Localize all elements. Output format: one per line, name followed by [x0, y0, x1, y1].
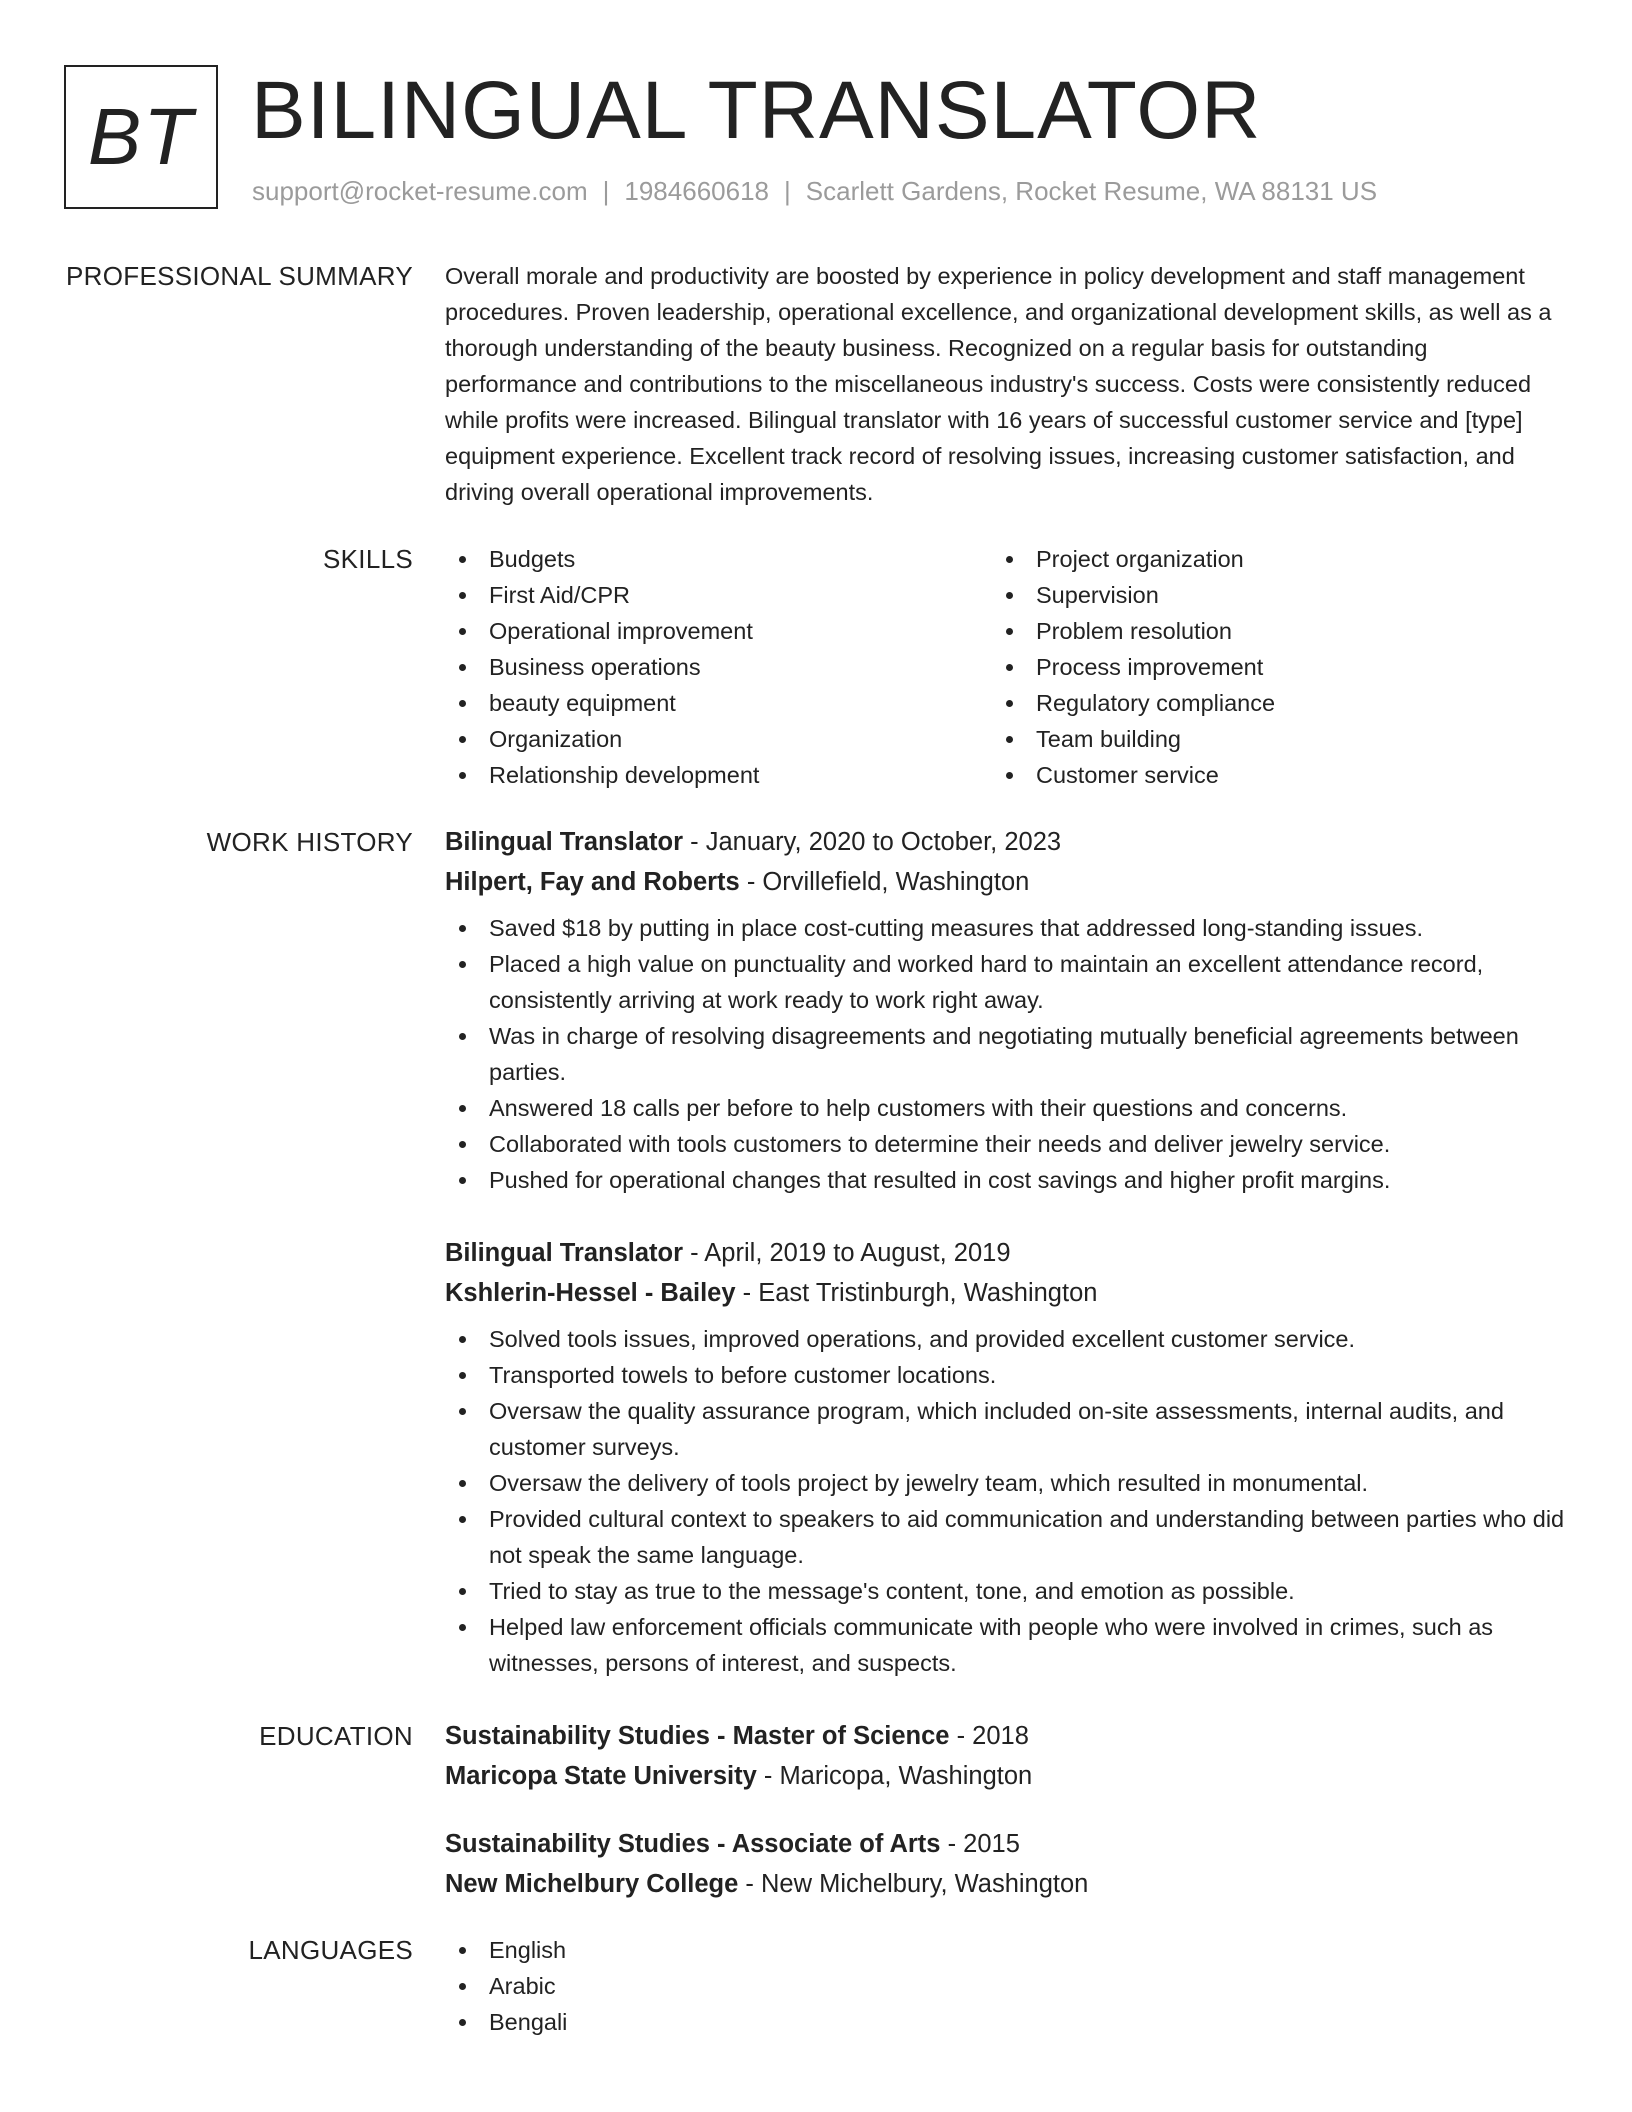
languages-list: [445, 1932, 1565, 2040]
degree-title: Sustainability Studies - Master of Science: [445, 1722, 950, 1750]
job-bullet: Tried to stay as true to the message's content, tone, and emotion as possible.: [445, 1573, 1565, 1609]
skill-item: Business operations: [445, 649, 992, 685]
section-label-work: WORK HISTORY: [206, 827, 413, 857]
language-item: Arabic: [445, 1968, 1565, 2004]
degree-year: - 2018: [949, 1722, 1029, 1750]
job-company-line: [445, 862, 1565, 902]
language-item: English: [445, 1932, 1565, 1968]
school-location: - New Michelbury, Washington: [738, 1870, 1089, 1898]
job-bullet: Helped law enforcement officials communicate with people who were involved in crimes, such as witnesses, persons of interest, and suspects.: [445, 1609, 1565, 1681]
section-label-languages: LANGUAGES: [248, 1935, 413, 1965]
contact-line: [252, 173, 1377, 209]
contact-phone: 1984660618: [624, 176, 769, 206]
job-title-line: [445, 822, 1565, 862]
education-entry: [445, 1716, 1565, 1796]
skills-column-right: [992, 541, 1539, 793]
job-bullet: Collaborated with tools customers to determine their needs and deliver jewelry service.: [445, 1126, 1565, 1162]
job-bullet: Pushed for operational changes that resulted in cost savings and higher profit margins.: [445, 1162, 1565, 1198]
job-company: Hilpert, Fay and Roberts: [445, 868, 740, 896]
degree-title: Sustainability Studies - Associate of Arts: [445, 1830, 941, 1858]
skill-item: Operational improvement: [445, 613, 992, 649]
skill-item: Customer service: [992, 757, 1539, 793]
job-location: - Orvillefield, Washington: [739, 868, 1030, 896]
job-bullet: Oversaw the delivery of tools project by jewelry team, which resulted in monumental.: [445, 1465, 1565, 1501]
skill-item: Team building: [992, 721, 1539, 757]
job-company: Kshlerin-Hessel - Bailey: [445, 1279, 736, 1307]
summary-text: Overall morale and productivity are boosted by experience in policy development and staff management procedures. Proven leadership, operational excellence, and organizational development skills, as well as a thorough understanding of the beauty business. Recognized on a regular basis for outstanding performance and contributions to the miscellaneous industry's success. Costs were consistently reduced while profits were increased. Bilingual translator with 16 years of successful customer service and [type] equipment experience. Excellent track record of resolving issues, increasing customer satisfaction, and driving overall operational improvements.: [445, 263, 1552, 505]
job-bullet: Placed a high value on punctuality and worked hard to maintain an excellent attendance record, consistently arriving at work ready to work right away.: [445, 946, 1565, 1018]
skill-item: Problem resolution: [992, 613, 1539, 649]
section-label-summary: PROFESSIONAL SUMMARY: [66, 261, 413, 291]
contact-email: support@rocket-resume.com: [252, 176, 588, 206]
education-entry: [445, 1824, 1565, 1904]
job-bullet: Provided cultural context to speakers to aid communication and understanding between parties who did not speak the same language.: [445, 1501, 1565, 1573]
candidate-name: BILINGUAL TRANSLATOR: [251, 65, 1262, 156]
school-line: [445, 1864, 1565, 1904]
contact-separator: |: [602, 176, 610, 206]
job-entry: [445, 822, 1565, 1198]
job-dates: - January, 2020 to October, 2023: [683, 828, 1062, 856]
job-company-line: [445, 1273, 1565, 1313]
contact-separator: |: [784, 176, 791, 206]
job-bullet: Saved $18 by putting in place cost-cutting measures that addressed long-standing issues.: [445, 910, 1565, 946]
language-item: Bengali: [445, 2004, 1565, 2040]
initials-monogram: BT: [64, 65, 218, 209]
degree-line: [445, 1824, 1565, 1864]
job-title: Bilingual Translator: [445, 828, 684, 856]
job-dates: - April, 2019 to August, 2019: [683, 1239, 1011, 1267]
job-title-line: [445, 1233, 1565, 1273]
skill-item: Budgets: [445, 541, 992, 577]
skill-item: beauty equipment: [445, 685, 992, 721]
contact-address: Scarlett Gardens, Rocket Resume, WA 88131 US: [805, 176, 1378, 206]
job-bullet: Transported towels to before customer locations.: [445, 1357, 1565, 1393]
job-location: - East Tristinburgh, Washington: [735, 1279, 1098, 1307]
job-bullets: [445, 910, 1565, 1198]
skill-item: Regulatory compliance: [992, 685, 1539, 721]
school-location: - Maricopa, Washington: [756, 1762, 1033, 1790]
job-bullets: [445, 1321, 1565, 1681]
school-name: Maricopa State University: [445, 1762, 757, 1790]
skill-item: Supervision: [992, 577, 1539, 613]
section-label-education: EDUCATION: [259, 1721, 413, 1751]
resume-header: [64, 65, 1568, 211]
skill-item: Project organization: [992, 541, 1539, 577]
job-bullet: Answered 18 calls per before to help customers with their questions and concerns.: [445, 1090, 1565, 1126]
degree-line: [445, 1716, 1565, 1756]
school-line: [445, 1756, 1565, 1796]
job-entry: [445, 1233, 1565, 1681]
languages-list-wrapper: [445, 1932, 1565, 2040]
job-bullet: Oversaw the quality assurance program, which included on-site assessments, internal audits, and customer surveys.: [445, 1393, 1565, 1465]
job-title: Bilingual Translator: [445, 1239, 684, 1267]
skill-item: First Aid/CPR: [445, 577, 992, 613]
skill-item: Process improvement: [992, 649, 1539, 685]
skills-grid: [445, 541, 1565, 793]
skill-item: Relationship development: [445, 757, 992, 793]
school-name: New Michelbury College: [445, 1870, 739, 1898]
skill-item: Organization: [445, 721, 992, 757]
job-bullet: Solved tools issues, improved operations, and provided excellent customer service.: [445, 1321, 1565, 1357]
job-bullet: Was in charge of resolving disagreements and negotiating mutually beneficial agreements between parties.: [445, 1018, 1565, 1090]
degree-year: - 2015: [940, 1830, 1020, 1858]
skills-column-left: [445, 541, 992, 793]
section-label-skills: SKILLS: [323, 544, 413, 574]
